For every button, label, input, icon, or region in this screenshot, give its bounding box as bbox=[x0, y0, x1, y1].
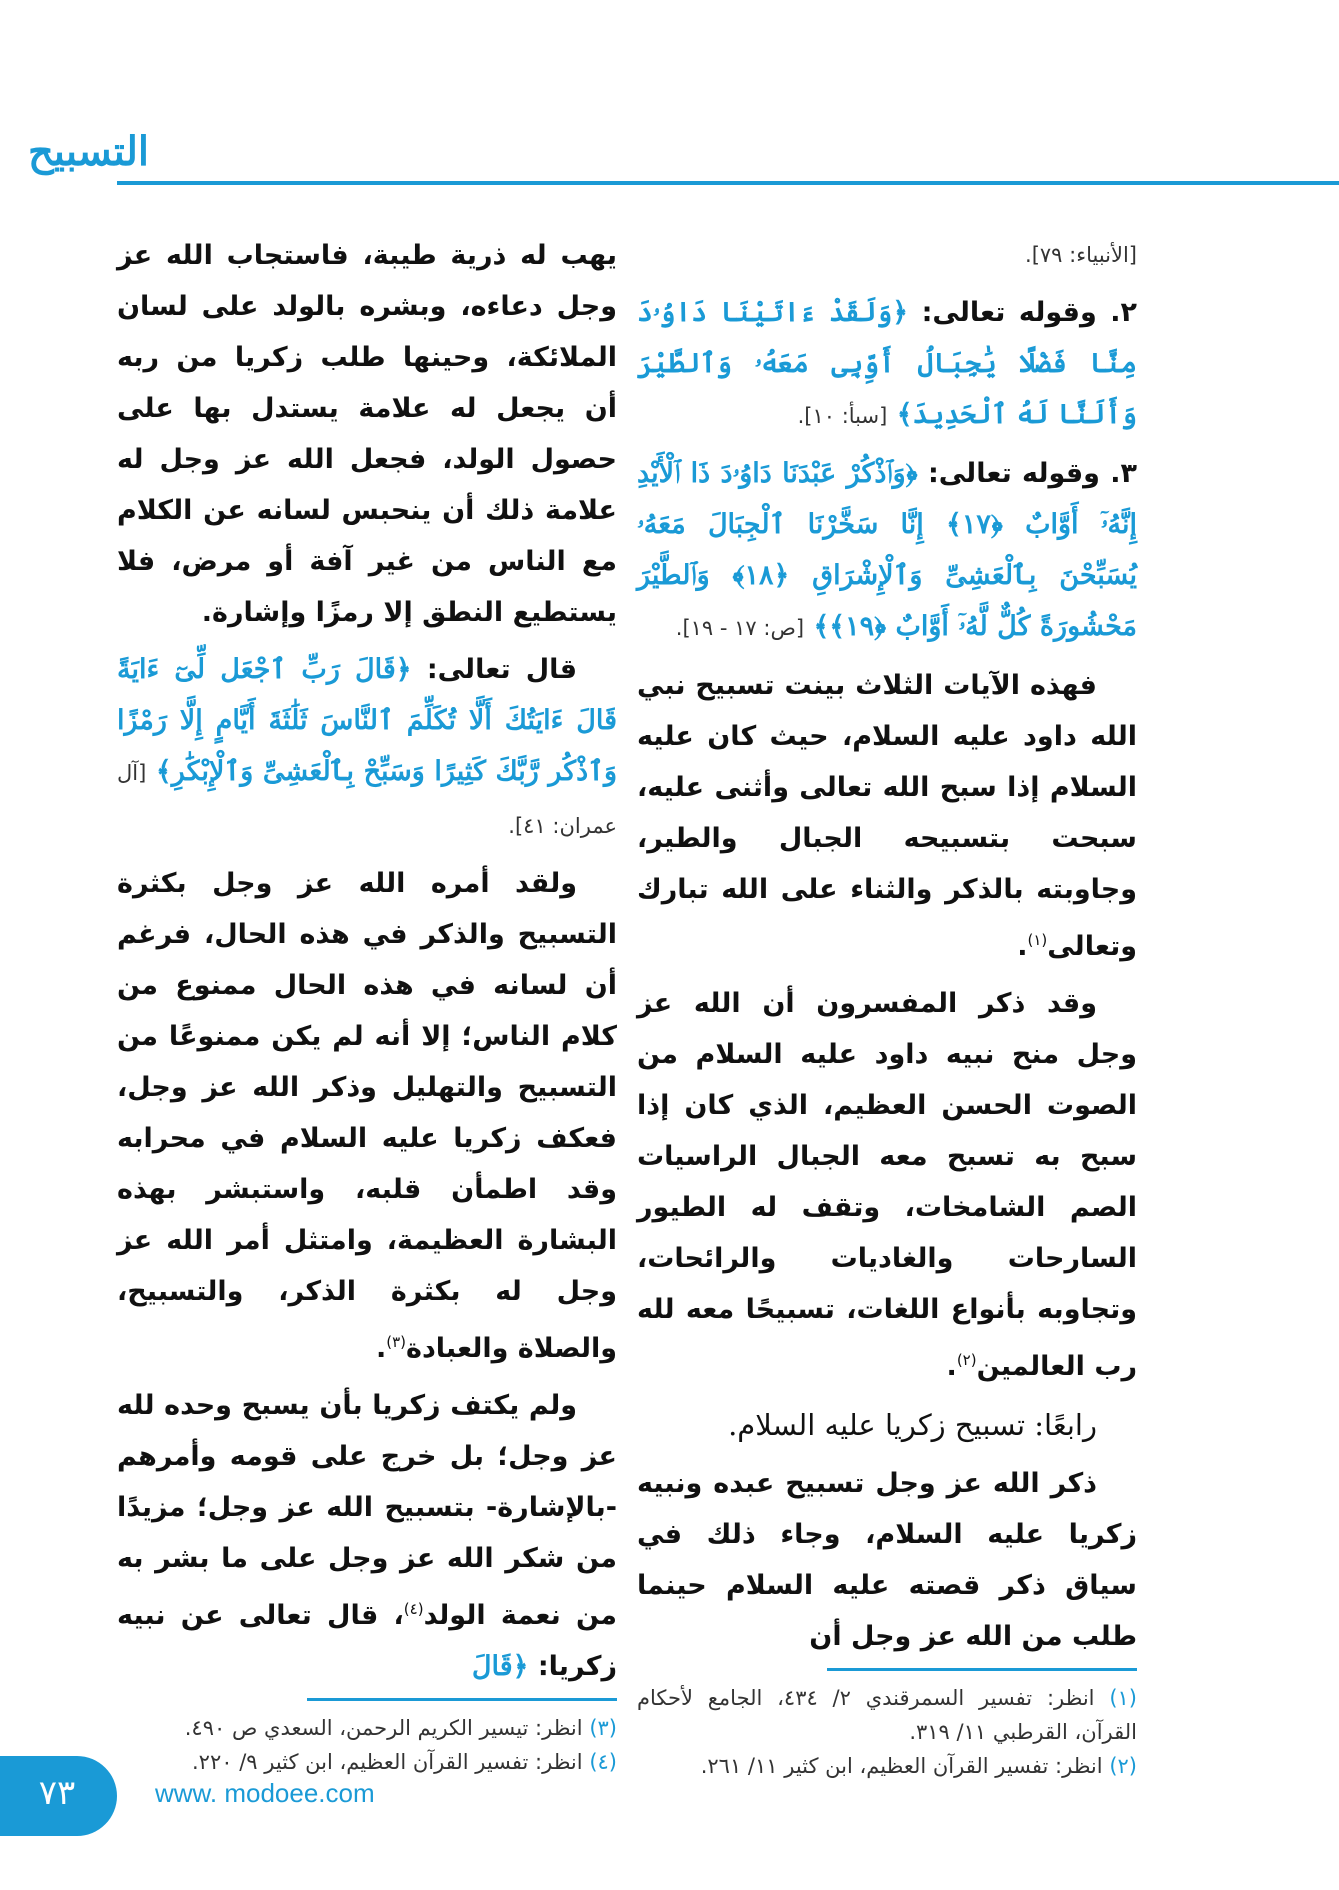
paragraph-text: وقد ذكر المفسرون أن الله عز وجل منح نبيه داود عليه السلام من الصوت الحسن العظيم، الذي كان إذا سبح به تسبح معه الجبال الراسيات الصم الشامخات، وتقف له الطيور السارحات والغاديات والرائحات، وتجاوبه بأنواع اللغات، تسبيحًا معه لله رب العالمين bbox=[637, 988, 1137, 1382]
paragraph: فهذه الآيات الثلاث بينت تسبيح نبي الله داود عليه السلام، حيث كان عليه السلام إذا سبح الله تعالى وأثنى عليه، سبحت بتسبيحه الجبال والطير، وجاوبته بالذكر والثناء على الله تبارك وتعالى$^{(١)}$. bbox=[637, 670, 1137, 962]
quran-verse: ﴿قَالَ رَبِّ ٱجْعَل لِّىٓ ءَايَةً قَالَ ءَايَتُكَ أَلَّا تُكَلِّمَ ٱلنَّاسَ ثَلَٰثَةَ أَيَّامٍ إِلَّا رَمْزًا وَٱذْكُر رَّبَّكَ كَثِيرًا وَسَبِّحْ بِٱلْعَشِىِّ وَٱلْإِبْكَٰرِ﴾ bbox=[117, 654, 618, 787]
paragraph-text: فهذه الآيات الثلاث بينت تسبيح نبي الله داود عليه السلام، حيث كان عليه السلام إذا سبح الله تعالى وأثنى عليه، سبحت بتسبيحه الجبال والطير، وجاوبته بالذكر والثناء على الله تبارك وتعالى bbox=[637, 670, 1137, 962]
footnote bbox=[637, 1749, 1137, 1783]
footnote-marker[interactable]: (٢) bbox=[956, 1351, 977, 1369]
verse-block bbox=[117, 644, 617, 852]
list-item-3 bbox=[637, 448, 1137, 654]
footnote-number: (٤) bbox=[589, 1750, 617, 1774]
footnote-text: انظر: تفسير القرآن العظيم، ابن كثير ٩/ ٢٢٠. bbox=[191, 1750, 583, 1774]
item-prefix: ٢. وقوله تعالى: bbox=[921, 297, 1137, 328]
paragraph: ذكر الله عز وجل تسبيح عبده ونبيه زكريا عليه السلام، وجاء ذلك في سياق ذكر قصته عليه السلام حينما طلب من الله عز وجل أن bbox=[637, 1468, 1137, 1652]
footnote-text: انظر: تفسير السمرقندي ٢/ ٤٣٤، الجامع لأحكام القرآن، القرطبي ١١/ ٣١٩. bbox=[637, 1686, 1137, 1744]
footnote-marker[interactable]: (١) bbox=[1027, 931, 1048, 949]
footnote-marker[interactable]: (٣) bbox=[386, 1333, 406, 1351]
item-prefix: ٣. وقوله تعالى: bbox=[927, 458, 1138, 489]
footnote bbox=[117, 1745, 617, 1779]
right-column bbox=[637, 230, 1137, 1783]
paragraph-text-tail: ، قال تعالى عن نبيه زكريا: bbox=[117, 1600, 617, 1682]
footnote-divider bbox=[827, 1668, 1137, 1671]
quran-verse: ﴿قَالَ bbox=[471, 1651, 529, 1682]
paragraph: وقد ذكر المفسرون أن الله عز وجل منح نبيه داود عليه السلام من الصوت الحسن العظيم، الذي كان إذا سبح به تسبح معه الجبال الراسيات الصم الشامخات، وتقف له الطيور السارحات والغاديات والرائحات، وتجاوبه بأنواع اللغات، تسبيحًا معه لله رب العالمين$^{(٢)}$. bbox=[637, 988, 1137, 1382]
left-column bbox=[117, 230, 617, 1779]
page-number: ٧٣ bbox=[38, 1773, 76, 1813]
paragraph: يهب له ذرية طيبة، فاستجاب الله عز وجل دعاءه، وبشره بالولد على لسان الملائكة، وحينها طلب زكريا من ربه أن يجعل له علامة يستدل بها على حصول الولد، فجعل الله عز وجل له علامة ذلك أن ينحبس لسانه عن الكلام مع الناس من غير آفة أو مرض، فلا يستطيع النطق إلا رمزًا وإشارة. bbox=[117, 240, 617, 628]
paragraph: ولقد أمره الله عز وجل بكثرة التسبيح والذكر في هذه الحال، فرغم أن لسانه في هذه الحال ممنوع من كلام الناس؛ إلا أنه لم يكن ممنوعًا من التسبيح والتهليل وذكر الله عز وجل، فعكف زكريا عليه السلام في محرابه وقد اطمأن قلبه، واستبشر بهذه البشارة العظيمة، وامتثل أمر الله عز وجل له بكثرة الذكر، والتسبيح، والصلاة والعبادة$^{(٣)}$. bbox=[117, 868, 617, 1364]
footnote-marker[interactable]: (٤) bbox=[403, 1600, 424, 1618]
footnote bbox=[117, 1711, 617, 1745]
verse-reference: [الأنبياء: ٧٩]. bbox=[1025, 243, 1137, 267]
verse-prefix: قال تعالى: bbox=[426, 654, 577, 685]
footnote-text: انظر: تيسير الكريم الرحمن، السعدي ص ٤٩٠. bbox=[184, 1716, 583, 1740]
website-link[interactable]: www. modoee.com bbox=[155, 1778, 375, 1808]
verse-reference: [ص: ١٧ - ١٩]. bbox=[675, 616, 805, 640]
header-divider bbox=[117, 181, 1339, 185]
quran-verse: ﴿وَٱذْكُرْ عَبْدَنَا دَاوُۥدَ ذَا ٱلْأَيْدِ إِنَّهُۥٓ أَوَّابٌ ﴿١٧﴾ إِنَّا سَخَّرْنَا ٱلْجِبَالَ مَعَهُۥ يُسَبِّحْنَ بِٱلْعَشِىِّ وَٱلْإِشْرَاقِ ﴿١٨﴾ وَٱلطَّيْرَ مَحْشُورَةً كُلٌّ لَّهُۥٓ أَوَّابٌ ﴿١٩﴾﴾ bbox=[637, 458, 1137, 642]
paragraph bbox=[117, 1380, 617, 1692]
footnote bbox=[637, 1681, 1137, 1749]
page-header-title: التسبيح bbox=[27, 128, 149, 175]
list-item-2 bbox=[637, 287, 1137, 442]
verse-reference: [آل عمران: ٤١]. bbox=[117, 761, 617, 838]
footnote-text: انظر: تفسير القرآن العظيم، ابن كثير ١١/ ٢٦١. bbox=[700, 1754, 1103, 1778]
footnote-number: (٢) bbox=[1109, 1754, 1137, 1778]
verse-reference: [سبأ: ١٠]. bbox=[797, 404, 888, 428]
section-subheading: رابعًا: تسبيح زكريا عليه السلام. bbox=[728, 1408, 1097, 1442]
footnote-number: (١) bbox=[1109, 1686, 1137, 1710]
footnote-number: (٣) bbox=[589, 1716, 617, 1740]
quran-verse: ﴿وَلَقَدْ ءَاتَيْنَا دَاوُۥدَ مِنَّا فَضْلًا يَٰجِبَالُ أَوِّبِى مَعَهُۥ وَٱلطَّيْرَ وَأَلَنَّا لَهُ ٱلْحَدِيدَ﴾ bbox=[637, 297, 1137, 430]
paragraph-text: ولم يكتف زكريا بأن يسبح وحده لله عز وجل؛ بل خرج على قومه وأمرهم -بالإشارة- بتسبيح الله عز وجل؛ مزيدًا من شكر الله عز وجل على ما بشر به من نعمة الولد bbox=[117, 1390, 617, 1631]
footnote-divider bbox=[307, 1698, 617, 1701]
paragraph-text: ولقد أمره الله عز وجل بكثرة التسبيح والذكر في هذه الحال، فرغم أن لسانه في هذه الحال ممنوع من كلام الناس؛ إلا أنه لم يكن ممنوعًا من التسبيح والتهليل وذكر الله عز وجل، فعكف زكريا عليه السلام في محرابه وقد اطمأن قلبه، واستبشر بهذه البشارة العظيمة، وامتثل أمر الله عز وجل له بكثرة الذكر، والتسبيح، والصلاة والعبادة bbox=[117, 868, 617, 1364]
